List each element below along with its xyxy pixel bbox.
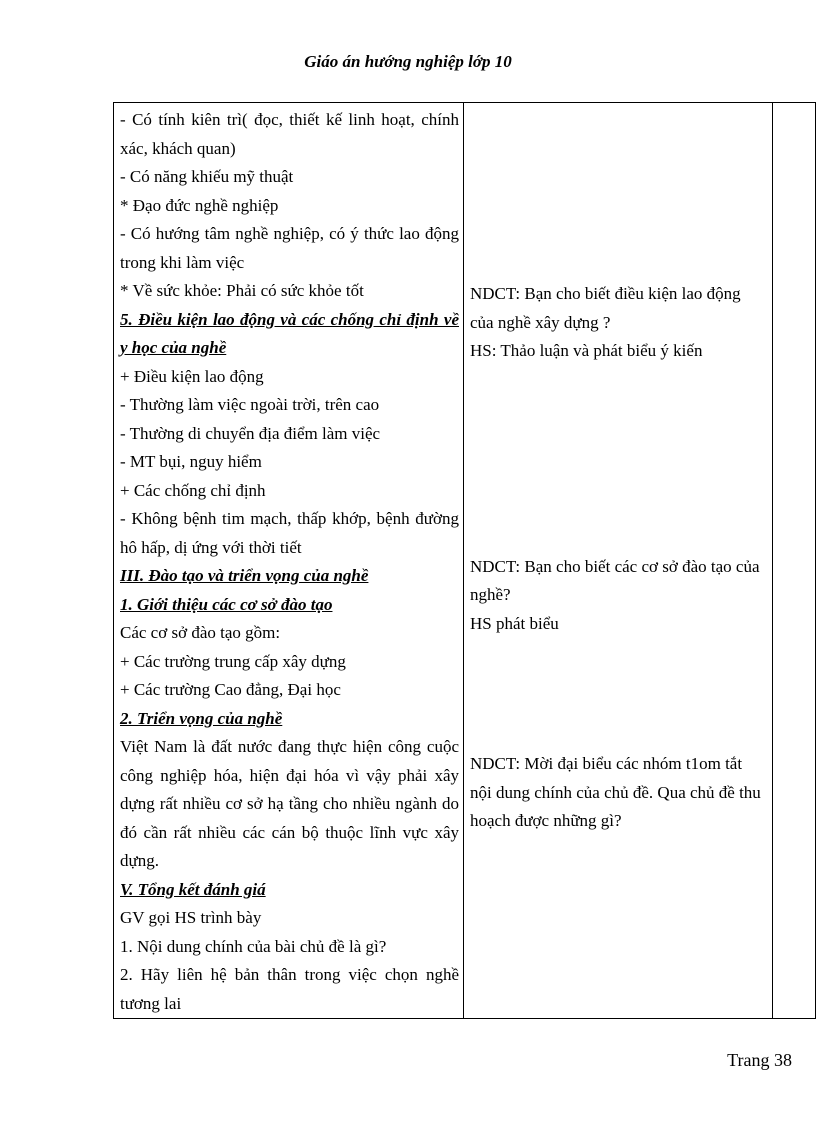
content-line: + Điều kiện lao động [120, 366, 264, 386]
content-line: * Về sức khỏe: Phải có sức khỏe tốt [120, 281, 364, 300]
content-line: + Các chống chỉ định [120, 480, 266, 500]
content-line: - Không bệnh tim mạch, thấp khớp, bệnh đường hô hấp, dị ứng với thời tiết [120, 509, 459, 557]
content-line: Các cơ sở đào tạo gồm: [120, 623, 281, 642]
content-line: - Có năng khiếu mỹ thuật [120, 167, 294, 186]
page-number: Trang 38 [727, 1050, 792, 1070]
section-heading: 1. Giới thiệu các cơ sở đào tạo [120, 594, 333, 614]
content-line: Việt Nam là đất nước đang thực hiện công cuộc công nghiệp hóa, hiện đại hóa vì vậy phải xây dựng rất nhiều cơ sở hạ tầng cho nhiều ngành do đó cần rất nhiều các cán bộ thuộc lĩnh vực xây dựng. [120, 737, 459, 870]
content-line: 2. Hãy liên hệ bản thân trong việc chọn nghề tương lai [120, 965, 459, 1013]
lesson-table [113, 102, 816, 1019]
question-2: NDCT: Bạn cho biết các cơ sở đào tạo của nghề? [470, 556, 760, 604]
content-line: - Thường làm việc ngoài trời, trên cao [120, 395, 380, 414]
content-line: - MT bụi, nguy hiểm [120, 452, 262, 471]
page-header-title: Giáo án hướng nghiệp lớp 10 [304, 52, 512, 71]
section-heading: 5. Điều kiện lao động và các chống chỉ định về y học của nghề [120, 309, 459, 357]
table-row [114, 103, 816, 1019]
question-3: NDCT: Mời đại biểu các nhóm t1om tắt nội dung chính của chủ đề. Qua chủ đề thu hoạch được những gì? [470, 754, 761, 830]
content-line: * Đạo đức nghề nghiệp [120, 195, 279, 215]
section-heading: III. Đào tạo và triển vọng của nghề [120, 566, 369, 585]
answer-2: HS phát biểu [470, 613, 559, 633]
content-line: + Các trường trung cấp xây dựng [120, 651, 346, 671]
question-1: NDCT: Bạn cho biết điều kiện lao động của nghề xây dựng ? [470, 284, 741, 332]
activity-content-cell [114, 103, 464, 1019]
content-line: - Thường di chuyển địa điểm làm việc [120, 423, 381, 443]
notes-cell [773, 103, 816, 1019]
answer-1: HS: Thảo luận và phát biểu ý kiến [470, 341, 703, 360]
teacher-student-cell [464, 103, 773, 1019]
content-lines [120, 106, 459, 1018]
section-heading: 2. Triển vọng của nghề [120, 708, 283, 728]
content-line: - Có tính kiên trì( đọc, thiết kế linh hoạt, chính xác, khách quan) [120, 110, 459, 158]
content-line: + Các trường Cao đẳng, Đại học [120, 680, 341, 699]
content-line: - Có hướng tâm nghề nghiệp, có ý thức lao động trong khi làm việc [120, 224, 459, 272]
section-heading: V. Tổng kết đánh giá [120, 879, 266, 899]
content-line: 1. Nội dung chính của bài chủ đề là gì? [120, 936, 387, 956]
content-line: GV gọi HS trình bày [120, 908, 262, 927]
